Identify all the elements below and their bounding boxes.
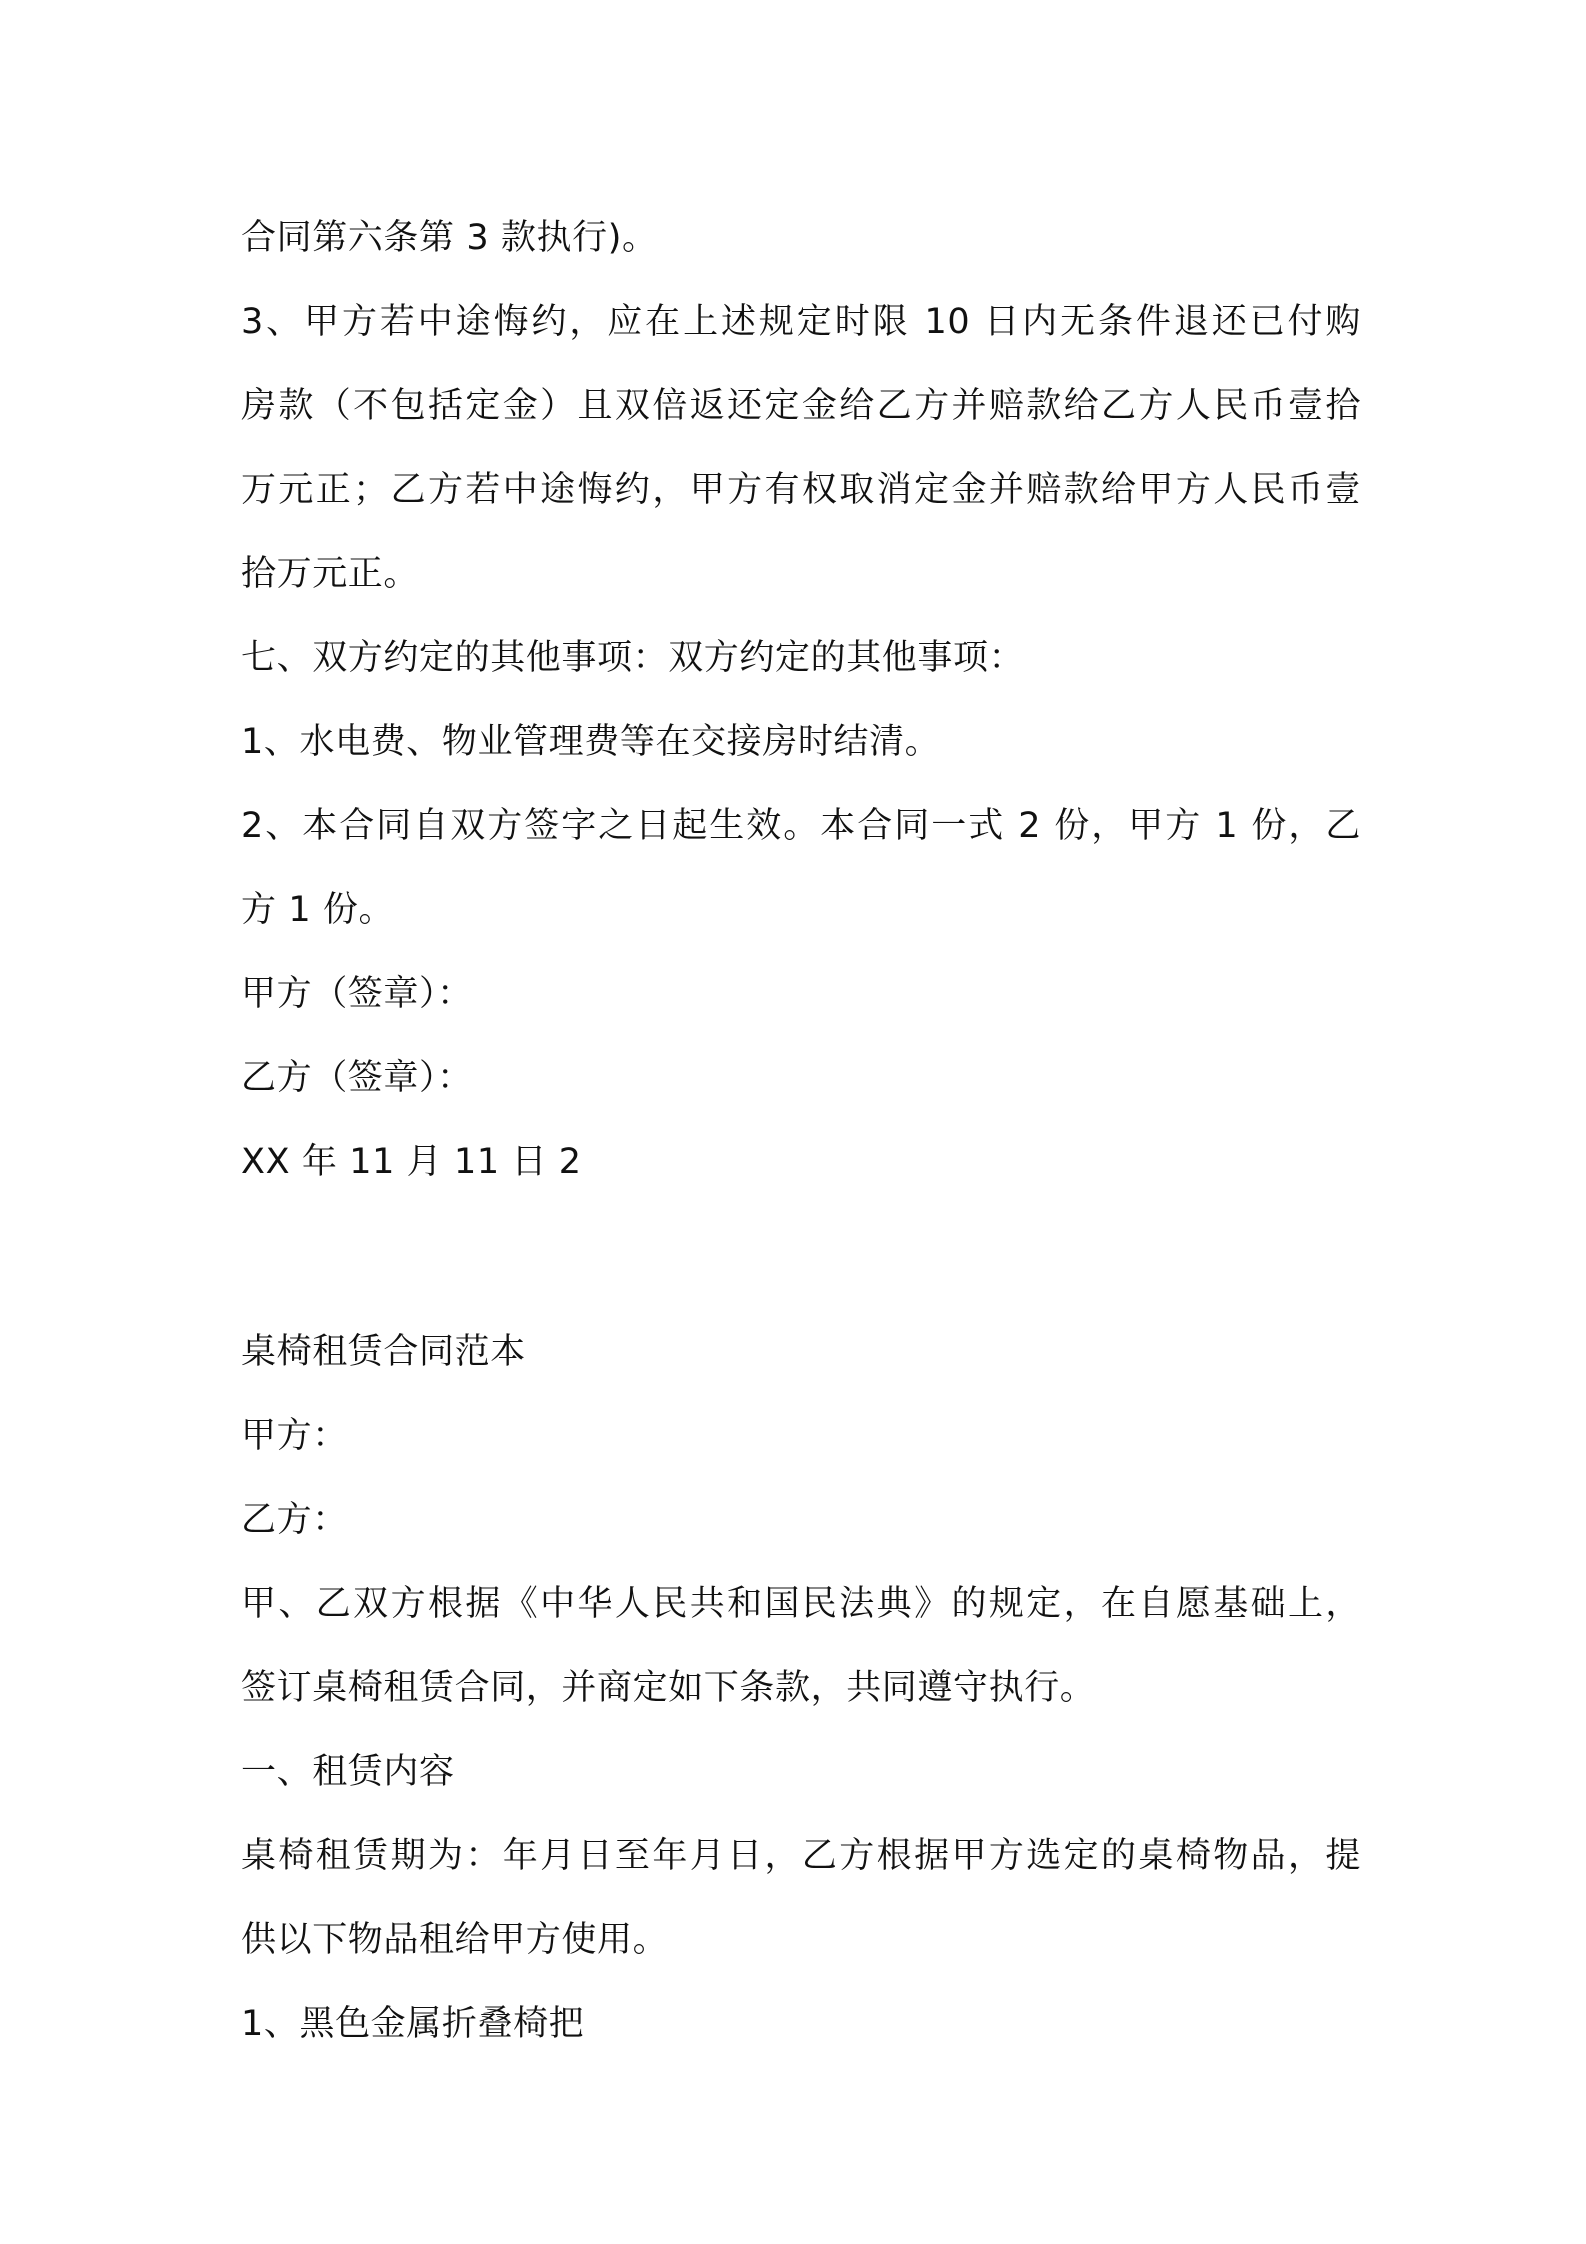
text-line-preamble-2: 签订桌椅租赁合同，并商定如下条款，共同遵守执行。 bbox=[241, 1668, 1096, 1708]
section-heading-other-matters: 七、双方约定的其他事项：双方约定的其他事项： bbox=[241, 638, 1025, 678]
date-line: XX 年 11 月 11 日 2 bbox=[241, 1142, 582, 1182]
document-title: 桌椅租赁合同范本 bbox=[241, 1332, 526, 1372]
party-a-label: 甲方： bbox=[241, 1416, 348, 1456]
text-line-utilities-clause: 1、水电费、物业管理费等在交接房时结清。 bbox=[241, 722, 941, 762]
text-line-rental-period-2: 供以下物品租给甲方使用。 bbox=[241, 1920, 669, 1960]
text-line-breach-clause-1: 3、甲方若中途悔约，应在上述规定时限 10 日内无条件退还已付购 bbox=[241, 302, 1361, 342]
text-line-breach-clause-3: 万元正；乙方若中途悔约，甲方有权取消定金并赔款给甲方人民币壹 bbox=[241, 470, 1361, 510]
text-line-contract-clause-ref: 合同第六条第 3 款执行)。 bbox=[241, 218, 658, 258]
section-spacer bbox=[241, 1204, 1361, 1310]
text-line-effective-clause-2: 方 1 份。 bbox=[241, 890, 395, 930]
text-line-rental-period-1: 桌椅租赁期为：年月日至年月日，乙方根据甲方选定的桌椅物品，提 bbox=[241, 1836, 1361, 1876]
list-item-folding-chair: 1、黑色金属折叠椅把 bbox=[241, 2004, 585, 2044]
text-line-breach-clause-2: 房款（不包括定金）且双倍返还定金给乙方并赔款给乙方人民币壹拾 bbox=[241, 386, 1361, 426]
text-line-breach-clause-4: 拾万元正。 bbox=[241, 554, 420, 594]
party-b-signature-line: 乙方（签章）： bbox=[241, 1058, 473, 1098]
party-b-label: 乙方： bbox=[241, 1500, 348, 1540]
party-a-signature-line: 甲方（签章）： bbox=[241, 974, 473, 1014]
text-line-effective-clause-1: 2、本合同自双方签字之日起生效。本合同一式 2 份，甲方 1 份，乙 bbox=[241, 806, 1361, 846]
document-body bbox=[241, 196, 1361, 2066]
section-heading-rental-content: 一、租赁内容 bbox=[241, 1752, 455, 1792]
text-line-preamble-1: 甲、乙双方根据《中华人民共和国民法典》的规定，在自愿基础上， bbox=[241, 1584, 1361, 1624]
